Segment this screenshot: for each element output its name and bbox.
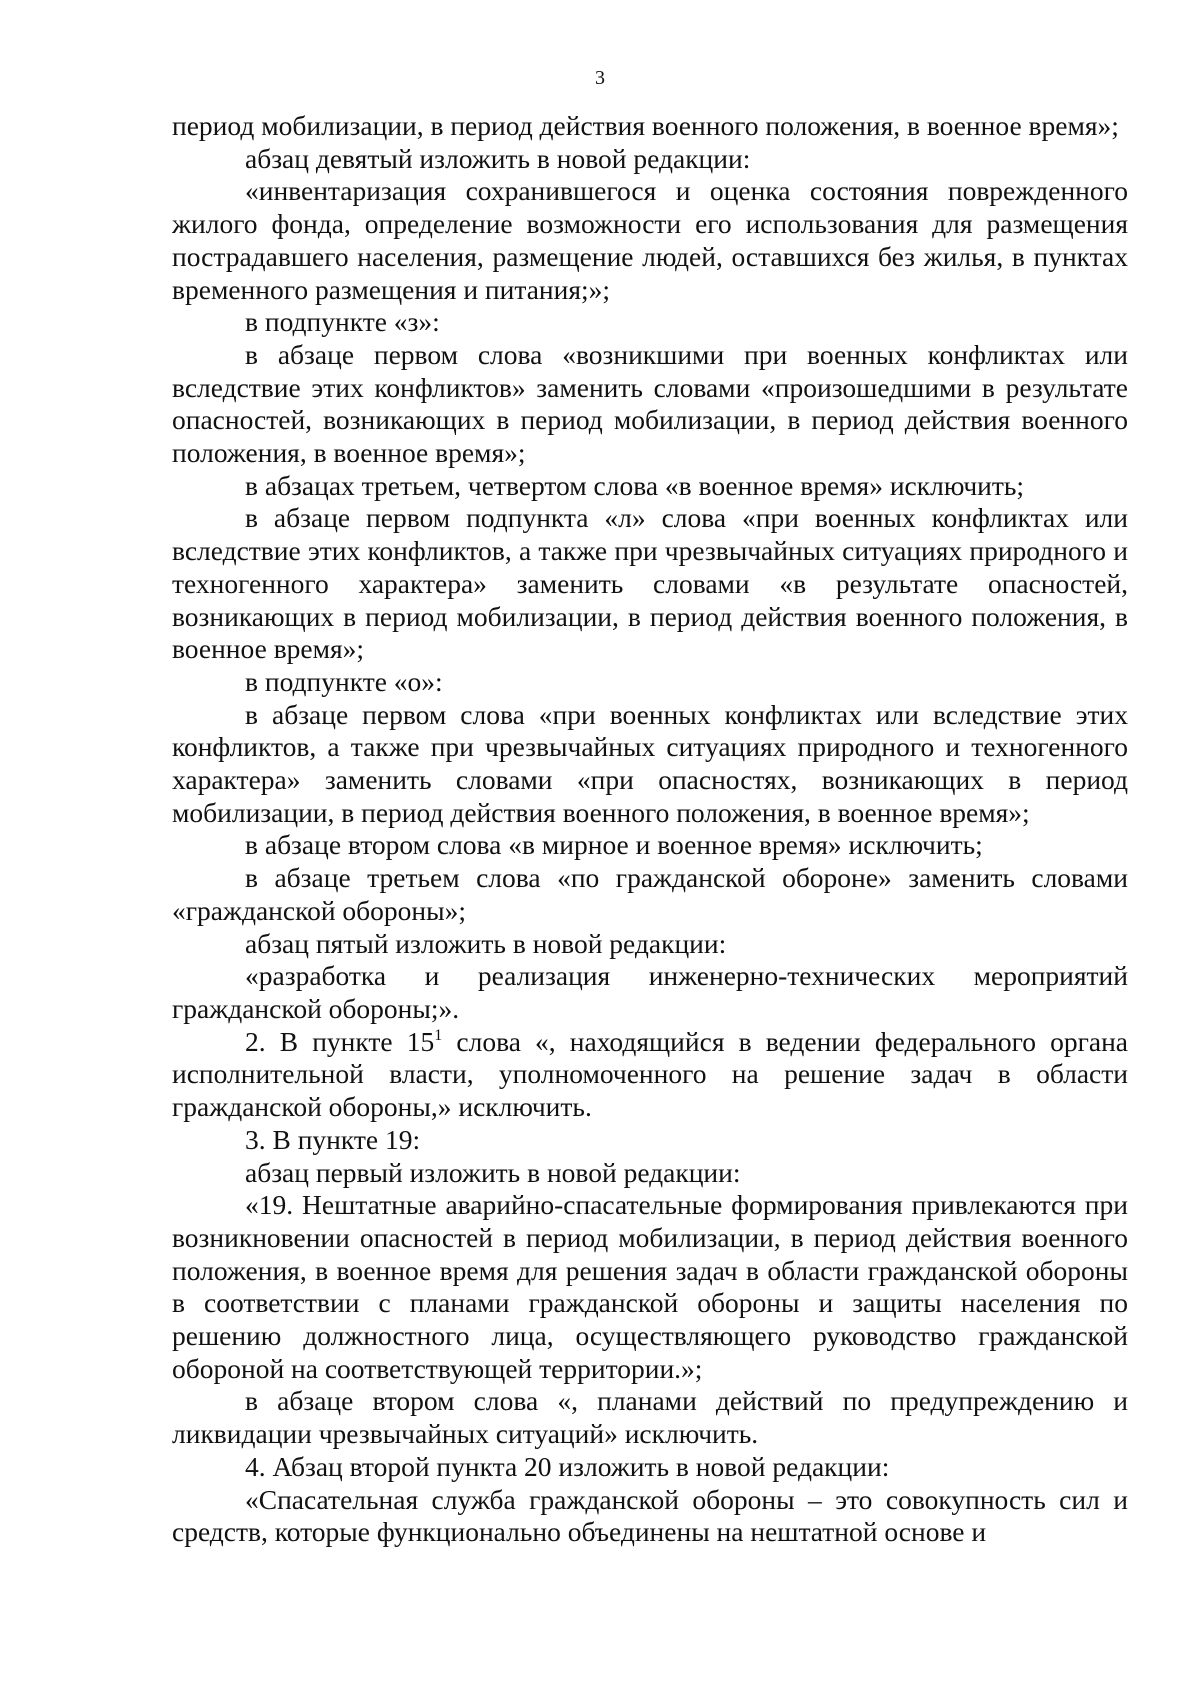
paragraph: период мобилизации, в период действия военного положения, в военное время»; — [172, 110, 1119, 141]
paragraph: в подпункте «о»: — [245, 665, 443, 697]
superscript: 1 — [434, 1026, 443, 1044]
paragraph: абзац первый изложить в новой редакции: — [245, 1156, 741, 1188]
paragraph: в абзаце втором слова «в мирное и военное время» исключить; — [245, 829, 983, 861]
paragraph: в абзаце первом слова «возникшими при военных конфликтах или вследствие этих конфликтов» заменить словами «произошедшими в результате опасностей, возникающих в период мобилизации, в период действия военного положения, в военное время»; — [172, 338, 1128, 469]
paragraph: «инвентаризация сохранившегося и оценка состояния поврежденного жилого фонда, определение возможности его использования для размещения пострадавшего населения, размещение людей, оставшихся без жилья, в пунктах временного размещения и питания;»; — [172, 175, 1128, 305]
paragraph: «разработка и реализация инженерно-технических мероприятий гражданской обороны;». — [172, 960, 1128, 1024]
document-body — [172, 110, 1128, 1549]
paragraph: абзац девятый изложить в новой редакции: — [245, 142, 751, 174]
paragraph: в абзаце втором слова «, планами действий по предупреждению и ликвидации чрезвычайных ситуаций» исключить. — [172, 1385, 1128, 1450]
paragraph: «19. Нештатные аварийно-спасательные формирования привлекаются при возникновении опасностей в период мобилизации, в период действия военного положения, в военное время для решения задач в области гражданской обороны в соответствии с планами гражданской обороны и защиты населения по решению должностного лица, осуществляющего руководство гражданской обороной на соответствующей территории.»; — [172, 1189, 1128, 1384]
paragraph: в абзаце первом подпункта «л» слова «при военных конфликтах или вследствие этих конфликтов, а также при чрезвычайных ситуациях природного и техногенного характера» заменить словами «в результате опасностей, возникающих в период мобилизации, в период действия военного положения, в военное время»; — [172, 502, 1128, 665]
paragraph: в абзаце первом слова «при военных конфликтах или вследствие этих конфликтов, а также при чрезвычайных ситуациях природного и техногенного характера» заменить словами «при опасностях, возникающих в период мобилизации, в период действия военного положения, в военное время»; — [172, 698, 1128, 828]
page-number: 3 — [595, 67, 605, 89]
paragraph: в абзаце третьем слова «по гражданской обороне» заменить словами «гражданской обороны»; — [172, 862, 1128, 926]
paragraph — [172, 1026, 1128, 1124]
paragraph: 3. В пункте 19: — [245, 1123, 421, 1155]
paragraph: в подпункте «з»: — [245, 306, 440, 338]
paragraph: абзац пятый изложить в новой редакции: — [245, 927, 727, 959]
paragraph: «Спасательная служба гражданской обороны – это совокупность сил и средств, которые функционально объединены на нештатной основе и — [172, 1483, 1128, 1548]
paragraph-text: 2. В пункте 15 — [245, 1025, 435, 1057]
paragraph: в абзацах третьем, четвертом слова «в военное время» исключить; — [245, 469, 1025, 501]
paragraph: 4. Абзац второй пункта 20 изложить в новой редакции: — [245, 1450, 890, 1482]
paragraph-text: слова «, находящийся в ведении федерального органа исполнительной власти, уполномоченного на решение задач в области гражданской обороны,» исключить. — [172, 1025, 1129, 1123]
